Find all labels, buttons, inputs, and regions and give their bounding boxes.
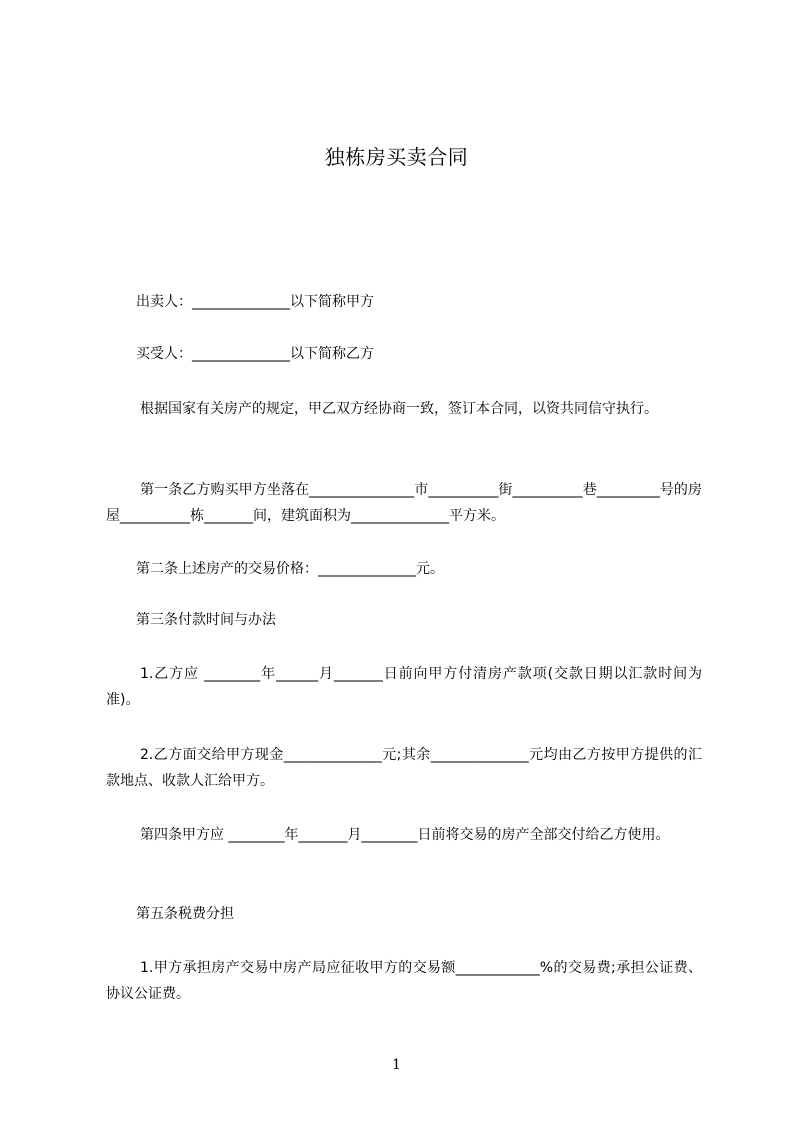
article-5-heading: 第五条税费分担 (136, 906, 234, 922)
article-5-item-1: 1.甲方承担房产交易中房产局应征收甲方的交易额____________%的交易费;承担公证费、协议公证费。 (106, 960, 702, 1002)
buyer-line: 买受人：______________以下简称乙方 (136, 346, 374, 362)
article-2-paragraph: 第二条上述房产的交易价格：______________元。 (136, 561, 444, 577)
article-4-paragraph: 第四条甲方应 ________年_______月________日前将交易的房产全部交付给乙方使用。 (140, 827, 670, 843)
seller-line: 出卖人：______________以下简称甲方 (136, 294, 374, 310)
page-number: 1 (392, 1057, 401, 1073)
article-3-item-2: 2.乙方面交给甲方现金______________元;其余______________元均由乙方按甲方提供的汇款地点、收款人汇给甲方。 (106, 747, 702, 789)
article-3-item-1: 1.乙方应 ________年______月_______日前向甲方付清房产款项(交款日期以汇款时间为准)。 (106, 666, 702, 708)
document-title: 独栋房买卖合同 (324, 145, 469, 169)
article-3-heading: 第三条付款时间与办法 (136, 612, 276, 628)
article-1-paragraph: 第一条乙方购买甲方坐落在_______________市__________街__________巷_________号的房屋__________栋_______间，建筑面积为______________平方米。 (106, 482, 702, 524)
preamble-paragraph: 根据国家有关房产的规定，甲乙双方经协商一致，签订本合同，以资共同信守执行。 (140, 401, 658, 417)
